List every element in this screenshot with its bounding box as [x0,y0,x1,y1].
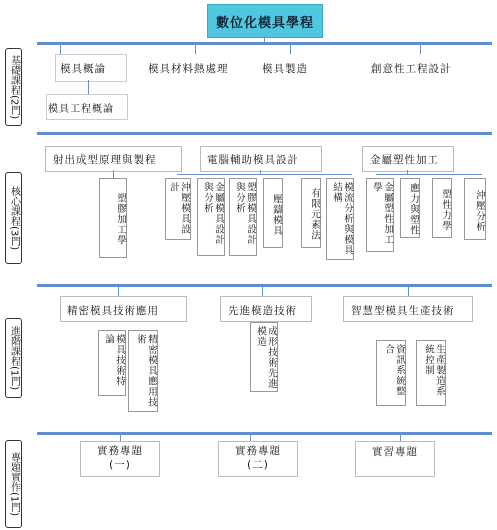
course-mold-intro: 模具概論 [60,63,106,75]
side-label-foundation: 基礎課程(2門) [5,48,22,126]
core-group-3-title: 金屬塑性加工 [370,154,439,166]
course-info-system-integration: 資訊系統整合 [376,340,406,406]
course-creative-design: 創意性工程設計 [371,63,452,75]
connector [195,45,196,54]
connector [260,170,261,174]
course-stress-plasticity: 應力與塑性 [400,178,420,238]
connector [420,45,421,54]
adv-group-1-title: 精密模具技術應用 [67,305,159,317]
group-box [46,94,128,120]
course-plastic-processing: 塑膠加工學 [99,178,127,258]
course-advanced-molding: 成形技術先進模造 [250,322,278,392]
connector [113,170,114,178]
connector [408,287,409,296]
connector [118,287,119,296]
course-plastic-mold-design: 塑膠模具設計與分析 [229,178,257,256]
core-group-2-title: 電腦輔助模具設計 [207,154,299,166]
connector [60,45,61,54]
row-band-project [37,432,492,435]
side-label-core: 核心課程(3門) [5,172,22,264]
course-production-control: 生產製造系統控制 [416,340,446,406]
row-band-foundation [37,42,492,45]
course-precision-mold-tech: 精密模具應用技術 [128,330,158,412]
project-practice-2: 實務專題(二) [235,445,281,471]
course-stamping-design: 沖壓模具設計 [165,178,191,240]
course-mold-material: 模具材料熱處理 [148,63,229,75]
program-title: 數位化模具學程 [207,4,323,38]
course-moldflow: 模流分析與模具結構 [326,178,354,260]
connector [407,170,408,174]
connector [88,80,89,94]
course-fem: 有限元素法 [301,178,321,248]
side-label-advanced: 進階課程(1門) [5,318,22,398]
core-group-1-title: 射出成型原理與製程 [53,154,157,166]
course-mold-special-topics: 模具技術特論 [98,330,126,396]
row-band-core [37,132,492,135]
project-internship: 實習專題 [372,446,418,458]
side-label-project: 專題實作(1門) [5,440,22,528]
connector [177,174,352,175]
adv-group-2-title: 先進模造技術 [228,305,297,317]
course-metal-mold-design: 金屬模具設計與分析 [197,178,225,256]
connector [376,174,482,175]
connector [290,45,291,54]
group-box [55,54,127,82]
course-stamping-analysis: 沖壓分析 [464,178,486,240]
course-plastic-mechanics: 塑性力學 [432,178,452,238]
adv-group-3-title: 智慧型模具生產技術 [351,305,455,317]
course-die-casting: 壓鑄模具 [263,178,283,248]
course-mold-eng-intro: 模具工程概論 [48,104,114,115]
course-mold-manufacture: 模具製造 [262,63,308,75]
project-practice-1: 實務專題(一) [97,445,143,471]
course-metal-plastic-working: 金屬塑性加工學 [366,178,394,252]
row-band-advanced [37,284,492,287]
connector [262,287,263,296]
